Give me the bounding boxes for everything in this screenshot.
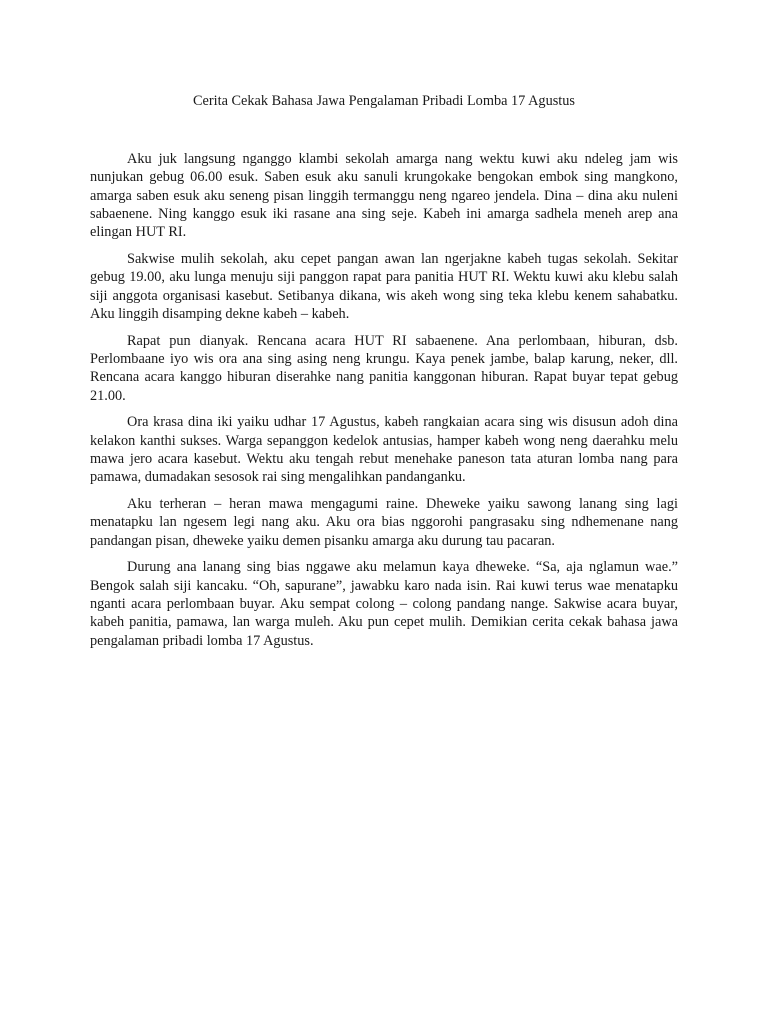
paragraph: Ora krasa dina iki yaiku udhar 17 Agustus, kabeh rangkaian acara sing wis disusun adoh dina kelakon kanthi sukses. Warga sepanggon kedelok antusias, hamper kabeh wong neng daerahku melu mawa jero acara kasebut. Wektu aku tengah rebut menehake paneson tata aturan lomba nang para pamawa, dumadakan sesosok rai sing mengalihkan pandanganku. bbox=[90, 414, 678, 486]
document-title: Cerita Cekak Bahasa Jawa Pengalaman Pribadi Lomba 17 Agustus bbox=[193, 93, 575, 109]
paragraph: Aku juk langsung nganggo klambi sekolah amarga nang wektu kuwi aku ndeleg jam wis nunjukan gebug 06.00 esuk. Saben esuk aku sanuli krungokake bengokan embok sing mangkono, amarga saben esuk aku seneng pisan linggih termanggu neng ngareo jendela. Dina – dina aku nuleni sabaenene. Ning kanggo esuk iki rasane ana sing seje. Kabeh ini amarga sadhela meneh arep ana elingan HUT RI. bbox=[90, 151, 678, 241]
document-body bbox=[90, 150, 678, 658]
paragraph: Rapat pun dianyak. Rencana acara HUT RI sabaenene. Ana perlombaan, hiburan, dsb. Perlombaane iyo wis ora ana sing asing neng krungu. Kaya penek jambe, balap karung, neker, dll. Rencana acara kanggo hiburan diserahke nang panitia kanggonan hiburan. Rapat buyar tepat gebug 21.00. bbox=[90, 332, 678, 404]
paragraph: Aku terheran – heran mawa mengagumi raine. Dheweke yaiku sawong lanang sing lagi menatapku lan ngesem legi nang aku. Aku ora bias nggorohi pangrasaku sing ndhemenane nang pandangan pisan, dheweke yaiku demen pisanku amarga aku durung tau pacaran. bbox=[90, 496, 678, 549]
paragraph: Sakwise mulih sekolah, aku cepet pangan awan lan ngerjakne kabeh tugas sekolah. Sekitar gebug 19.00, aku lunga menuju siji panggon rapat para panitia HUT RI. Wektu kuwi aku klebu salah siji anggota organisasi kasebut. Setibanya dikana, wis akeh wong sing teka klebu kenem sahabatku. Aku linggih disamping dekne kabeh – kabeh. bbox=[90, 250, 678, 322]
paragraph: Durung ana lanang sing bias nggawe aku melamun kaya dheweke. “Sa, aja nglamun wae.” Bengok salah siji kancaku. “Oh, sapurane”, jawabku karo nada isin. Rai kuwi terus wae menatapku nganti acara perlombaan buyar. Aku sempat colong – colong pandang nange. Sakwise acara buyar, kabeh panitia, pamawa, lan warga muleh. Aku pun cepet mulih. Demikian cerita cekak bahasa jawa pengalaman pribadi lomba 17 Agustus. bbox=[90, 559, 678, 649]
